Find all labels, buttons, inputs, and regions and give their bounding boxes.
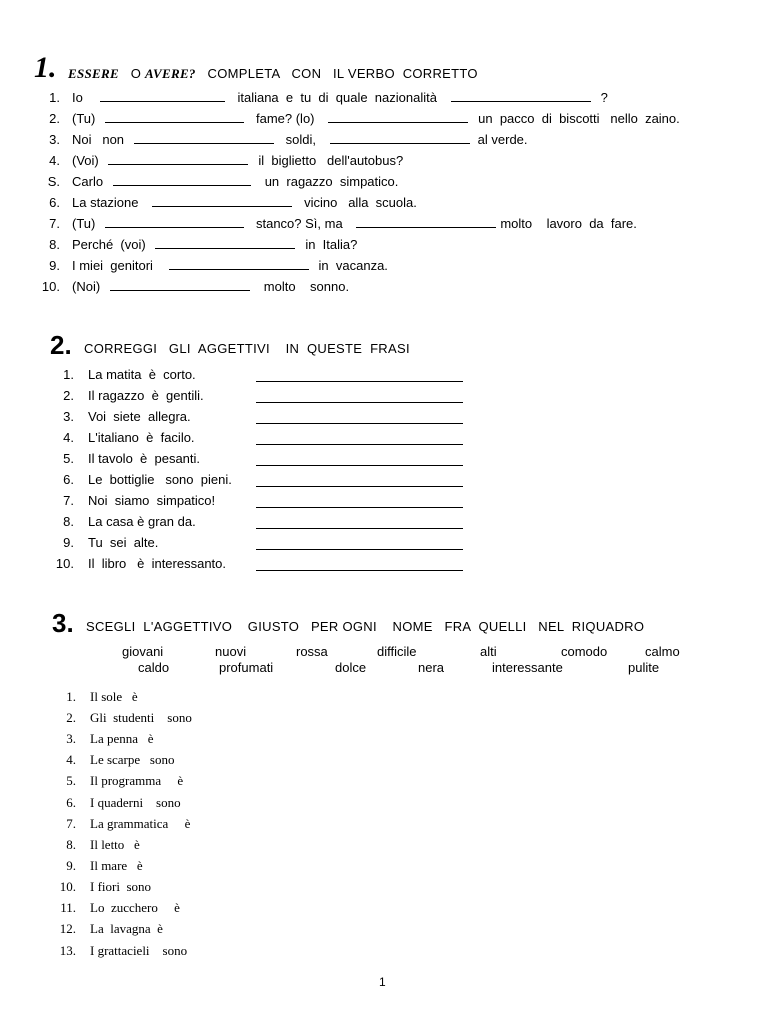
exercise2-item: 9. Tu sei alte. bbox=[40, 535, 158, 551]
exercise1-item: 1. Io italiana e tu di quale nazionalità ? bbox=[49, 90, 608, 105]
section2-number: 2. bbox=[50, 330, 72, 360]
adjective-word: giovani bbox=[122, 644, 164, 659]
adjective-word: interessante bbox=[492, 660, 563, 675]
adjective-word: calmo bbox=[645, 644, 680, 659]
exercise1-item: 4. (Voi) il biglietto dell'autobus? bbox=[49, 153, 404, 168]
exercise1-item: 8. Perché (voi) in Italia? bbox=[49, 237, 358, 252]
answer-blank[interactable] bbox=[356, 216, 496, 228]
exercise1-item: 7. (Tu) stanco? Sì, ma molto lavoro da fare. bbox=[49, 216, 637, 231]
exercise3-item: 12. La lavagna è bbox=[59, 921, 163, 936]
answer-blank[interactable] bbox=[105, 216, 244, 228]
exercise3-item: 8. Il letto è bbox=[66, 837, 140, 852]
answer-blank[interactable] bbox=[155, 237, 295, 249]
title-essere: ESSERE bbox=[68, 66, 119, 81]
exercise2-item: 5. Il tavolo è pesanti. bbox=[40, 451, 200, 467]
answer-line[interactable] bbox=[256, 370, 463, 382]
answer-blank[interactable] bbox=[328, 111, 468, 123]
answer-line[interactable] bbox=[256, 454, 463, 466]
answer-blank[interactable] bbox=[100, 90, 225, 102]
exercise3-item: 2. Gli studenti sono bbox=[66, 710, 192, 725]
answer-blank[interactable] bbox=[113, 174, 251, 186]
adjective-word: nuovi bbox=[215, 644, 247, 659]
exercise2-item: 7. Noi siamo simpatico! bbox=[40, 493, 215, 509]
section2-title: CORREGGI GLI AGGETTIVI IN QUESTE FRASI bbox=[84, 341, 410, 356]
title-avere: AVERE? bbox=[145, 66, 196, 81]
answer-line[interactable] bbox=[256, 517, 463, 529]
adjective-word: pulite bbox=[628, 660, 660, 675]
adjective-word: difficile bbox=[377, 644, 417, 659]
exercise1-item: 6. La stazione vicino alla scuola. bbox=[49, 195, 417, 210]
exercise3-item: 6. I quaderni sono bbox=[66, 795, 181, 810]
exercise3-item: 9. Il mare è bbox=[66, 858, 143, 873]
answer-blank[interactable] bbox=[134, 132, 274, 144]
exercise2-item: 6. Le bottiglie sono pieni. bbox=[40, 472, 232, 488]
exercise3-item: 5. Il programma è bbox=[66, 773, 184, 788]
answer-line[interactable] bbox=[256, 391, 463, 403]
exercise3-item: 7. La grammatica è bbox=[66, 816, 191, 831]
answer-blank[interactable] bbox=[110, 279, 250, 291]
section3-title: SCEGLI L'AGGETTIVO GIUSTO PER OGNI NOME FRA QUELLI NEL RIQUADRO bbox=[86, 619, 645, 634]
exercise3-item: 3. La penna è bbox=[66, 731, 154, 746]
title-o: O bbox=[130, 66, 142, 81]
section1-number: 1. bbox=[34, 51, 57, 84]
exercise2-item: 10. Il libro è interessanto. bbox=[40, 556, 226, 572]
answer-blank[interactable] bbox=[330, 132, 470, 144]
adjective-word: alti bbox=[480, 644, 497, 659]
exercise2-item: 4. L'italiano è facilo. bbox=[40, 430, 195, 446]
answer-blank[interactable] bbox=[105, 111, 244, 123]
exercise3-item: 10. I fiori sono bbox=[59, 879, 152, 894]
section3-number: 3. bbox=[52, 608, 74, 638]
exercise1-item: S. Carlo un ragazzo simpatico. bbox=[47, 174, 399, 189]
exercise2-item: 1. La matita è corto. bbox=[40, 367, 196, 383]
answer-line[interactable] bbox=[256, 559, 463, 571]
answer-line[interactable] bbox=[256, 538, 463, 550]
answer-line[interactable] bbox=[256, 475, 463, 487]
exercise2-item: 2. Il ragazzo è gentili. bbox=[40, 388, 204, 404]
adjective-word: nera bbox=[418, 660, 445, 675]
adjective-word: rossa bbox=[296, 644, 328, 659]
exercise3-item: 11. Lo zucchero è bbox=[60, 900, 180, 915]
answer-blank[interactable] bbox=[152, 195, 292, 207]
exercise3-item: 1. Il sole è bbox=[66, 689, 138, 704]
answer-line[interactable] bbox=[256, 496, 463, 508]
adjective-word: caldo bbox=[138, 660, 170, 675]
page-number: 1 bbox=[379, 975, 386, 989]
exercise2-item: 3. Voi siete allegra. bbox=[40, 409, 191, 425]
exercise3-item: 4. Le scarpe sono bbox=[66, 752, 175, 767]
exercise1-item: 9. I miei genitori in vacanza. bbox=[49, 258, 388, 273]
section1-title bbox=[68, 66, 478, 82]
exercise1-item: 3. Noi non soldi, al verde. bbox=[49, 132, 528, 147]
answer-blank[interactable] bbox=[108, 153, 248, 165]
exercise1-item: 10. (Noi) molto sonno. bbox=[41, 279, 350, 294]
answer-line[interactable] bbox=[256, 412, 463, 424]
adjective-word: dolce bbox=[335, 660, 367, 675]
adjective-word: profumati bbox=[219, 660, 274, 675]
exercise1-item: 2. (Tu) fame? (lo) un pacco di biscotti nello zaino. bbox=[49, 111, 680, 126]
answer-line[interactable] bbox=[256, 433, 463, 445]
adjective-word: comodo bbox=[561, 644, 608, 659]
title-rest: COMPLETA CON IL VERBO CORRETTO bbox=[207, 66, 478, 81]
exercise3-item: 13. I grattacieli sono bbox=[59, 943, 188, 958]
exercise2-item: 8. La casa è gran da. bbox=[40, 514, 196, 530]
answer-blank[interactable] bbox=[451, 90, 591, 102]
answer-blank[interactable] bbox=[169, 258, 309, 270]
